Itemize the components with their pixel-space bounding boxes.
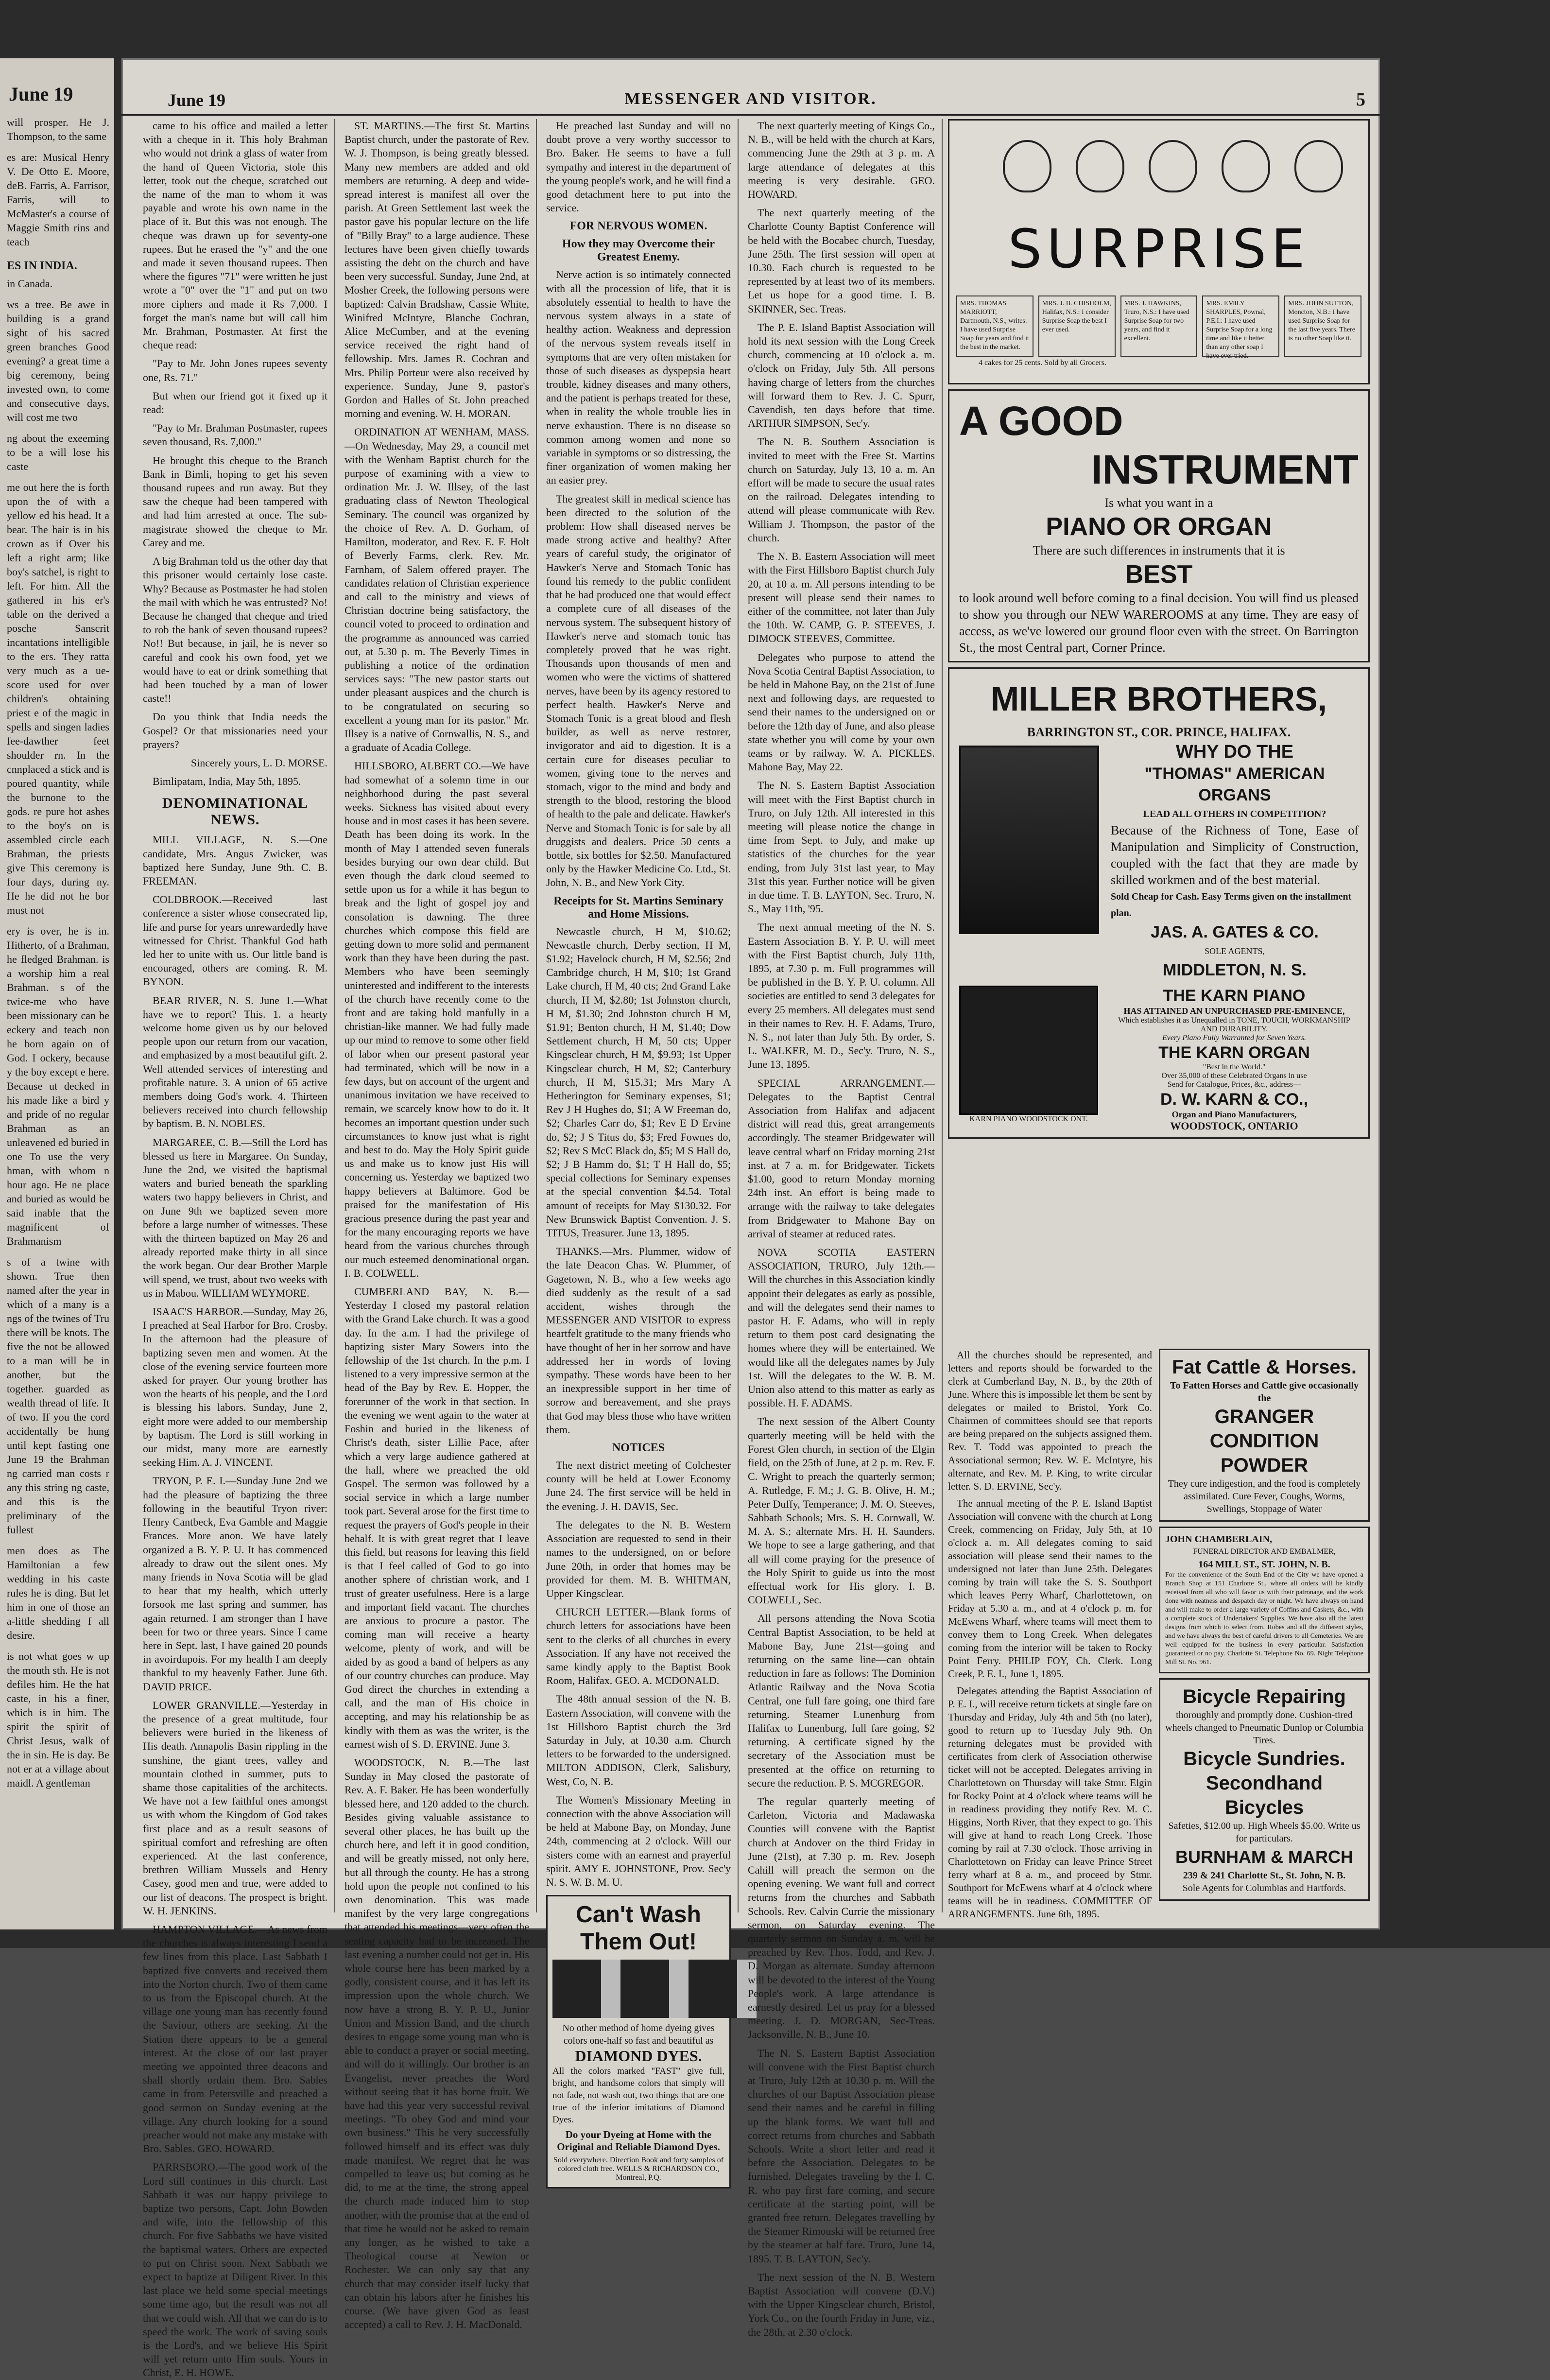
paragraph: A big Brahman told us the other day that this prisoner would certainly lose caste. Why? Because as Postmaster he had stolen the mail with which he was entrusted? No! Because he changed that cheque and tried to rob the bank of seven thousand rupees? No!! But because, in jail, he is never so careful and cook his own food, yet we would have to eat or drink something that had been touched by a man of lower caste!!: [143, 555, 327, 705]
paragraph: Do you think that India needs the Gospel? Or that missionaries need your prayers?: [143, 711, 327, 750]
burnham-agents: Sole Agents for Columbias and Hartfords.: [1182, 1883, 1346, 1894]
notice: The delegates to the N. B. Western Association are requested to send in their names to the undersigned, on or before June 20th, in order that homes may be provided for them. M. B. WHITMAN, Upper Kingsclear.: [546, 1518, 731, 1599]
miller-name: MILLER BROTHERS,: [990, 680, 1327, 718]
instrument-line-4: PIANO OR ORGAN: [1046, 513, 1272, 541]
bicycle-s2: Safeties, $12.00 up. High Wheels $5.00. Write us for particulars.: [1168, 1821, 1361, 1844]
gates-sub: SOLE AGENTS,: [1204, 946, 1265, 956]
fat-cattle-h3: GRANGER: [1214, 1406, 1314, 1427]
testimonial: MRS. THOMAS MARRIOTT, Dartmouth, N.S., writes: I have used Surprise Soap for years and find it the best in the market.: [956, 295, 1033, 357]
notice: The N. B. Eastern Association will meet with the First Hillsboro Baptist church July 20, at 10 a. m. All persons intending to be present will please send their names to either of the committee, not later than July the 10th. W. CAMP, G. P. STEEVES, J. DIMOCK STEEVES, Committee.: [748, 550, 935, 645]
fragment-text: es are: Musical Henry V. De Otto E. Moore, deB. Farris, A. Farrisor, Farris, will to McMaster's a course of Maggie Smith rins and teach: [7, 151, 109, 248]
surprise-title: SURPRISE: [1008, 218, 1310, 280]
masthead: [121, 85, 1380, 116]
article-subtitle: How they may Overcome their Greatest Enemy.: [562, 238, 715, 264]
fragment-heading: ES IN INDIA.: [7, 260, 77, 272]
notice: The P. E. Island Baptist Association will hold its next session with the Long Creek church, commencing at 10 o'clock a. m. o'clock on Friday, July 5th. All persons having charge of letters from the churches will forward them to Rev. J. C. Spurr, Cavendish, ten days before that time. ARTHUR SIMPSON, Sec'y.: [748, 321, 935, 430]
fragment-text: men does as The Hamiltonian a few wedding in his caste rules he is ding. But let him in one of those an a-little shedding f all desire.: [7, 1545, 109, 1641]
column-2: [338, 119, 537, 2331]
dateline: Bimlipatam, India, May 5th, 1895.: [153, 775, 301, 788]
notice: The next session of the N. B. Western Baptist Association will convene (D.V.) with the Upper Kingsclear church, Bristol, York Co., on the fourth Friday in June, viz., the 28th, at 2.30 o'clock.: [748, 2271, 935, 2338]
news-item: MARGAREE, C. B.—Still the Lord has blessed us here in Margaree. On Sunday, June the 2nd, we visited the baptismal waters and buried beneath the sparkling waters two happy believers in Christ, and on June 9th we baptized seven more before a large number of witnesses. These with the thirteen baptized on May 26 and already reported make thirty in all since the work began. Our dear Brother Marple will spend, we trust, about two weeks with us in Mabou. WILLIAM WEYMORE.: [143, 1136, 327, 1299]
notice: The regular quarterly meeting of Carleton, Victoria and Madawaska Counties will convene with the Baptist church at Andover on the third Friday in June (21st), at 7.30 p. m. Rev. Joseph Cahill will preach the sermon on the opening evening. We want full and correct returns from the churches and Sabbath Schools. Rev. Calvin Currie the missionary sermon, on Saturday evening. The quarterly sermon on Sunday a. m. will be preached by Rev. Thos. Todd, and Rev. J. D. Morgan as alternate. Sunday afternoon will be devoted to the interest of the Young People's work. A large attendance is earnestly desired. Let us pray for a blessed meeting. J. D. MORGAN, Sec-Treas. Jacksonville, N. B., June 10.: [748, 1795, 935, 2041]
column-3: [539, 119, 739, 2182]
newspaper-page: [121, 58, 1380, 2379]
paragraph: came to his office and mailed a letter with a cheque in it. This holy Brahman who would not drink a glass of water from the hand of Queen Victoria, stole this letter, took out the cheque, scratched out the name of the man to whom it was payable and wrote his own name in the place of it. But this was not enough. The cheque was drawn up for seventy-one rupees. But he erased the "y" and the one and made it seven thousand rupees. Then where the figures "71" were written he just wrote a "0" over the "1" and put on two more ciphers and made it Rs 7,000. I forget the man's name but will call him Mr. Brahman, Postmaster. At first the cheque read:: [143, 120, 327, 351]
chamberlain-name: JOHN CHAMBERLAIN,: [1165, 1534, 1273, 1545]
karn-h8: Send for Catalogue, Prices, &c., address—: [1167, 1080, 1301, 1089]
news-item: HILLSBORO, ALBERT CO.—We have had somewhat of a solemn time in our neighborhood during the past several weeks. Sickness has visited about every house and in most cases it has been severe. Death has been doing its work. In the month of May I attended seven funerals besides burying our own dear child. But even though the dark cloud seemed to settle upon us for a while it has begun to break and the light of gospel joy and consolation is dawning. The three churches which compose this field are getting down to more solid and permanent work than they have been during the past. Members who have been seemingly uninterested and indifferent to the interests of the church have recently come to the front and are taking hold manfully in a christian-like manner. We had fully made up our mind to remove to some other field of labor when our present pastoral year had terminated, which will be now in a few days, but on account of the urgent and unanimous invitation we have received to remain, we scarcely know how to do it. It becomes an important question under such circumstances to know just what is right and best to do. May the Holy Spirit guide us and make us to know just His will concerning us. Yesterday we baptized two happy believers at Baltimore. God be praised for the manifestation of His gracious presence during the past year and for the many encouraging reports we have heard from the various churches through our much esteemed denominational organ. I. B. COLWELL.: [344, 760, 529, 1279]
paragraph: He preached last Sunday and will no doubt prove a very worthy successor to Bro. Baker. He seems to have a full sympathy and interest in the department of the young people's work, and he will find a good detachment here to put into the service.: [546, 120, 731, 214]
news-item: BEAR RIVER, N. S. June 1.—What have we to report? This. 1. a hearty welcome home given us by our beloved people upon our return from our vacation, and emphasized by a most beautiful gift. 2. Well attended services of interesting and profitable nature. 3. A union of 65 active members doing God's work. 4. Thirteen believers received into church fellowship by baptism. B. N. NOBLES.: [143, 994, 327, 1130]
notice: CHURCH LETTER.—Blank forms of church letters for associations have been sent to the clerks of all churches in every Association. If any have not received the same kindly apply to the Baptist Book Room, Halifax. GEO. A. MCDONALD.: [546, 1606, 731, 1687]
cartoon-face-icon: [1076, 140, 1124, 192]
masthead-title: MESSENGER AND VISITOR.: [624, 90, 877, 108]
thomas-sold: Sold Cheap for Cash. Easy Terms given on the installment plan.: [1111, 891, 1352, 919]
notice: The N. S. Eastern Baptist Association will convene with the First Baptist church at Truro, July 12th at 10.30 p. m. Will the churches of our Baptist Association please send their names and be careful in filling up the blank forms. We want full and correct returns from churches and Sabbath Schools. Write a short letter and read it before the Association. Delegates to be furnished. Delegates traveling by the I. C. R. who pay first fare coming, and secure certificate at the starting point, will be granted free return. Delegates travelling by the Steamer Rimouski will be returned free by the steamer at half fare. Truro, June 14, 1895. T. B. LAYTON, Sec'y.: [748, 2047, 935, 2265]
instrument-ad: [948, 389, 1370, 662]
karn-h2: HAS ATTAINED AN UNPURCHASED PRE-EMINENCE,: [1123, 1006, 1345, 1016]
article-title: FOR NERVOUS WOMEN.: [569, 220, 707, 233]
surprise-soap-ad: [948, 119, 1370, 384]
instrument-line-1: A GOOD: [959, 398, 1123, 444]
karn-h6: "Best in the World.": [1203, 1063, 1266, 1071]
cartoon-face-icon: [1294, 140, 1343, 192]
dyes-brand: DIAMOND DYES.: [575, 2047, 702, 2065]
news-item: TRYON, P. E. I.—Sunday June 2nd we had the pleasure of baptizing the three following in the beautiful Tryon river: Henry Cantbeck, Eva Gamble and Maggie Frances. More anon. We have lately organized a B. Y. P. U. It has commenced already to draw out the silent ones. My many friends in Nova Scotia will be glad to hear that my health, which utterly forsook me last spring and summer, has again returned. I am stronger than I have been for two or three years. Since I came here in Sept. last, I have gained 20 pounds in avoirdupois. For my health I am deeply thankful to my heavenly Father. June 6th. DAVID PRICE.: [143, 1475, 327, 1693]
notice: All persons attending the Nova Scotia Central Baptist Association, to be held at Mabone Bay, June 21st—going and returning on the same line—can obtain reduction in fare as follows: The Dominion Atlantic Railway and the Nova Scotia Central, one full fare going, one third fare returning. Steamer Lunenburg from Halifax to Lunenburg, full fare going, $2 returning. A certificate signed by the secretary of the Association must be presented at the office on returning to secure the reduction. P. S. MCGREGOR.: [748, 1612, 935, 1789]
news-item: ISAAC'S HARBOR.—Sunday, May 26, I preached at Seal Harbor for Bro. Crosby. In the afternoon had the pleasure of baptizing seven men and women. At the close of the evening service fourteen more asked for prayer. Our young brother has won the hearts of his people, and the Lord is blessing his labors. Sunday, June 2, eight more were added to our membership by baptism. The Lord is still working in our midst, many more are earnestly seeking Him. A. J. VINCENT.: [143, 1305, 327, 1469]
paragraph: Nerve action is so intimately connected with all the procession of life, that it is absolutely essential to health to have the nervous system always in a state of healthy action. Weakness and depression of the nervous system reveals itself in symptoms that are very often mistaken for those of such diseases as dyspepsia heart trouble, kidney diseases and many others, and the patient is perhaps treated for these, when in reality the whole trouble lies in nerve exhaustion. There is no disease so common among women and none so variable in symptoms or so distressing, the finer organization of women making her an easier prey.: [546, 268, 731, 486]
chamberlain-ad: [1159, 1527, 1370, 1673]
notice: Delegates who purpose to attend the Nova Scotia Central Baptist Association, to be held in Mahone Bay, on the 21st of June next and following days, are requested to send their names to the undersigned on or before the 12th day of June, and also please state whether you will come by your own teams or by railway. W. A. PICKLES. Mahone Bay, May 22.: [748, 651, 935, 773]
thomas-q3: LEAD ALL OTHERS IN COMPETITION?: [1143, 809, 1326, 819]
paragraph: But when our friend got it fixed up it read:: [143, 389, 327, 416]
gates-name: JAS. A. GATES & CO.: [1151, 923, 1319, 941]
notice: Delegates attending the Baptist Association of P. E. I., will receive return tickets at single fare on Thursday and Friday, July 4th and 5th (no later), good to return up to Tuesday July 9th. On returning delegates must be provided with certificates from clerk of Association otherwise ticket will not be accepted. Delegates arriving in Charlottetown on Thursday will take Stmr. Elgin for Rocky Point at 4 o'clock where teams will be in readiness providing they notify Rev. M. C. Higgins, North River, that they expect to go. This will give at hand to reach Long Creek. Those coming by rail at 7.30 o'clock. Those arriving in Charlottetown on Friday can leave Prince Street ferry wharf at 8 a. m., and proceed by Stmr. Southport for McEwens wharf at 4 o'clock where teams will be in readiness. COMMITTEE OF ARRANGEMENTS. June 6th, 1895.: [948, 1685, 1152, 1920]
piano-label: KARN PIANO WOODSTOCK ONT.: [969, 1115, 1088, 1123]
fat-cattle-ad: [1159, 1349, 1370, 1522]
thomas-body: Because of the Richness of Tone, Ease of Manipulation and Simplicity of Construction, coupled with the fact that they are made by skilled workmen and of the best material.: [1111, 823, 1359, 887]
dyes-tagline: Do your Dyeing at Home with the Original and Reliable Diamond Dyes.: [557, 2129, 720, 2153]
chamberlain-role: FUNERAL DIRECTOR AND EMBALMER,: [1193, 1547, 1336, 1556]
bicycle-h3: Secondhand Bicycles: [1206, 1772, 1323, 1818]
masthead-date: June 19: [168, 90, 226, 110]
paragraph: He brought this cheque to the Branch Bank in Bimli, hoping to get his seven thousand rupees and run away. But they saw the cheque had been tampered with and had him arrested at once. The sub-magistrate showed the cheque to Mr. Carey and me.: [143, 454, 327, 549]
receipts-title: Receipts for St. Martins Seminary and Home Missions.: [553, 894, 723, 921]
cartoon-face-icon: [1149, 140, 1197, 192]
miller-brothers-ad: [948, 667, 1370, 1139]
fragment-text: ery is over, he is in. Hitherto, of a Brahman, he fledged Brahman. is a worship him a real Brahman. s of the twice-me who have been missionary can be eckery and teach non he born again on of God. I ockery, because y the boy except e here. Because ut decked in his made like a bird y and pride of no regular Brahman as an unleavened ed buried in one To use the very hman, with whom n hour ago. He ne place and buried as would be said inable that the magnificent of Brahmanism: [7, 925, 109, 1247]
instrument-line-5: There are such differences in instruments that it is: [1033, 543, 1285, 557]
piano-illustration: [959, 986, 1098, 1115]
section-heading: DENOMINATIONAL NEWS.: [162, 795, 309, 828]
column-1: [136, 119, 335, 2379]
karn-h1: THE KARN PIANO: [1163, 987, 1306, 1005]
bicycle-h1: Bicycle Repairing: [1183, 1686, 1346, 1707]
paragraph: "Pay to Mr. Brahman Postmaster, rupees seven thousand, Rs. 7,000.": [143, 422, 327, 448]
signature: Sincerely yours, L. D. MORSE.: [190, 756, 327, 769]
notices-title: NOTICES: [612, 1442, 665, 1455]
notice: The Women's Missionary Meeting in connection with the above Association will be held at Mabone Bay, on Monday, June 24th, commencing at 2 o'clock. Will our sisters come with an earnest and prayerful spirit. AMY E. JOHNSTONE, Prov. Sec'y N. S. W. B. M. U.: [546, 1793, 731, 1888]
cartoon-face-icon: [1222, 140, 1270, 192]
burnham-name: BURNHAM & MARCH: [1175, 1847, 1353, 1867]
karn-name: D. W. KARN & CO.,: [1160, 1090, 1309, 1109]
karn-sub: Organ and Piano Manufacturers,: [1171, 1110, 1297, 1119]
notice: SPECIAL ARRANGEMENT.—Delegates to the Baptist Central Association from Halifax and adjacent district will read this, great arrangements accordingly. The steamer Bridgewater will leave central wharf on Friday morning 21st inst. at 7 a. m. for Bridgewater. Tickets $1.00, good to return Monday morning 24th inst. An effort is being made to arrange with the railway to take delegates from Bridgewater to Mahone Bay on arrival of steamer at reduced rates.: [748, 1077, 935, 1240]
fragment-text: ng about the exeeming to be a will lose his caste: [7, 432, 109, 472]
fat-cattle-h1: Fat Cattle & Horses.: [1171, 1356, 1357, 1378]
bicycle-ad: [1159, 1678, 1370, 1901]
column-4: [741, 119, 943, 2338]
lower-left-notices: [948, 1349, 1152, 1925]
karn-h7: Over 35,000 of these Celebrated Organs in use: [1161, 1072, 1307, 1080]
notice: The annual meeting of the P. E. Island Baptist Association will convene with the church at Long Creek, commencing on Friday, July 5th, at 10 o'clock a. m. All delegates coming to said association will please send their names to the undersigned not later than June 25th. Delegates coming by train will take the S. S. Southport which leaves Perry Wharf, Charlottetown, on Friday at 5.30 a. m., and at 4 o'clock p. m. for McEwens Wharf, where teams will meet them to convey them to Long Creek. When delegates coming from the interior will be taken to Rocky Point Ferry. PHILIP FOY, Ch. Clerk. Long Creek, P. E. I., June 1, 1895.: [948, 1497, 1152, 1680]
thomas-q1: WHY DO THE: [1175, 742, 1294, 762]
dyes-footer: Sold everywhere. Direction Book and forty samples of colored cloth free. WELLS & RICHARDSON CO., Montreal, P.Q.: [553, 2156, 724, 2182]
karn-h4: Every Piano Fully Warranted for Seven Years.: [1162, 1034, 1307, 1042]
fat-cattle-h2: To Fatten Horses and Cattle give occasionally the: [1170, 1380, 1359, 1404]
bicycle-s1: thoroughly and promptly done. Cushion-tired wheels changed to Pneumatic Dunlop or Columbia Tires.: [1165, 1710, 1363, 1746]
notice: The N. S. Eastern Baptist Association will meet with the First Baptist church in Truro, on July 12th. All interested in this meeting will please notice the change in time from Sept. to July, and make up statistics of the churches for the year ending, from July 31st last year, to May 31st this year. Further notice will be given in due time. T. B. LAYTON, Sec. Truro, N. S., May 11th, '95.: [748, 779, 935, 915]
instrument-line-6: BEST: [1125, 560, 1193, 589]
burnham-address: 239 & 241 Charlotte St., St. John, N. B.: [1183, 1870, 1346, 1881]
news-item: LOWER GRANVILLE.—Yesterday in the presence of a great multitude, four believers were buried in the likeness of His death. Annapolis Basin rippling in the sunshine, the giant trees, valley and mountain clothed in summer, puts to shame those capitalities of the architects. We have not a few faithful ones amongst us with whom the Kingdom of God takes first place and as a result seasons of spiritual comfort and refreshing are often experienced. At the last conference, brethren William Mussels and Henry Casey, good men and true, were added to our list of deacons. The prospect is bright. W. H. JENKINS.: [143, 1699, 327, 1917]
diamond-dyes-ad: [546, 1895, 731, 2189]
fragment-text: ws a tree. Be awe in building is a grand sight of his sacred green branches Good evening? a great time a big ceremony, being invested own, to come and consecutive days, will cost me two: [7, 298, 109, 423]
notice: The next quarterly meeting of Kings Co., N. B., will be held with the church at Kars, commencing June the 29th at 3 p. m. A large attendance of delegates at this meeting is very desirable. GEO. HOWARD.: [748, 120, 935, 201]
notice: The 48th annual session of the N. B. Eastern Association, will convene with the 1st Hillsboro Baptist church the 3rd Saturday in July, at 10.30 a.m. Church letters to be forwarded to the undersigned. MILTON ADDISON, Clerk, Salisbury, West, Co, N. B.: [546, 1693, 731, 1788]
lower-right-ads: [1159, 1349, 1370, 1906]
previous-page-fragment: [0, 58, 114, 1929]
news-item: HAMPTON VILLAGE.—As news from the churches is always interesting I send a few lines from this place. Last Sabbath I baptized five converts and received them into the Norton church. Two of them came to us from the Episcopal church. At the village one young man has recently found the Saviour, others are seeking. At the Station there appears to be a general interest. At the close of our last prayer meeting we appointed three deacons and shall shortly ordain them. Bro. Sables came in from Petersville and preached a good sermon on Sunday evening at the village. Any church looking for a sound preacher would not make any mistake with Bro. Sables. GEO. HOWARD.: [143, 1923, 327, 2155]
news-item: MILL VILLAGE, N. S.—One candidate, Mrs. Angus Zwicker, was baptized here Sunday, June 9th. C. B. FREEMAN.: [143, 834, 327, 887]
testimonial: MRS. J. B. CHISHOLM, Halifax, N.S.: I consider Surprise Soap the best I ever used.: [1038, 295, 1116, 357]
fragment-text: me out here the is forth upon the of with a yellow ed his head. It a bear. The hair is in his crown as if Over his left a right arm; like boy's satchel, is right to left. For him. All the gathered in his er's table on the derived a posche Sanscrit incantations intelligible to the ers. They ratta very much as a ue-score used for over children's obtaining priest e of the magic in spells and singen ladies fee-dawther feet shoulder rn. In the cnnplaced a stick and is poured quantity, while the burnone to the gods. re pure hot ashes to the boy's on is assembled circle each Brahman, the priests give This ceremony is four days, during ny. He he did not he bor must not: [7, 481, 109, 916]
karn-block: [959, 986, 1359, 1132]
gates-location: MIDDLETON, N. S.: [1163, 961, 1307, 979]
notice: The N. B. Southern Association is invited to meet with the Free St. Martins church on Saturday, July 13, 10 a. m. An effort will be made to secure the usual rates on the railroad. Delegates intending to attend will please communicate with Rev. William J. Thompson, the pastor of the church.: [748, 435, 935, 544]
instrument-line-2: INSTRUMENT: [1091, 447, 1359, 492]
notice: The next quarterly meeting of the Charlotte County Baptist Conference will be held with the Bocabec church, Tuesday, June 25th. The first session will open at 10.30. Each church is requested to be represented by at least two of its members. Let us hope for a good time. I. B. SKINNER, Sec. Treas.: [748, 207, 935, 315]
fat-cattle-h4: CONDITION: [1209, 1430, 1319, 1452]
dyes-body: All the colors marked "FAST" give full, bright, and handsome colors that simply will not fade, not wash out, two things that are one true of the inferior imitations of Diamond Dyes.: [552, 2066, 724, 2125]
advertisement-column: [945, 119, 1373, 1920]
bicycle-h2: Bicycle Sundries.: [1183, 1748, 1345, 1770]
dyes-text: No other method of home dyeing gives colors one-half so fast and beautiful as: [562, 2023, 715, 2047]
surprise-note: 4 cakes for 25 cents. Sold by all Grocers.: [979, 359, 1107, 367]
testimonial: MRS. J. HAWKINS, Truro, N.S.: I have used Surprise Soap for two years, and find it excellent.: [1120, 295, 1198, 357]
notice: All the churches should be represented, and letters and reports should be forwarded to the clerk at Cumberland Bay, N. B., by the 20th of June. Where this is impossible let them be sent by delegates or mailed to Bristol, York Co. Chairmen of committees should see that reports are being prepared on the subjects assigned them. Rev. T. Todd was appointed to preach the Associational sermon; Rev. W. E. McIntyre, his alternate, and Rev. M. P. King, to write circular letter. S. D. ERVINE, Sec'y.: [948, 1349, 1152, 1492]
notice: The next annual meeting of the N. S. Eastern Association B. Y. P. U. will meet with the First Baptist church, July 11th, 1895, at 7.30 p. m. Full programmes will be published in the B. Y. P. U. column. All societies are entitled to send 3 delegates for every 25 members. All delegates must send in their names to Rev. H. F. Adams, Truro, N. S., not later than July 5th. By order, S. L. WALKER, M. D., Sec'y. Truro, N. S., June 13, 1895.: [748, 921, 935, 1071]
news-item: CUMBERLAND BAY, N. B.—Yesterday I closed my pastoral relation with the Grand Lake church. It was a good day. In the a.m. I had the privilege of baptizing sister Mary Sowers into the fellowship of the 1st church. In the p.m. I listened to a very impressive sermon at the head of the Bay by Rev. E. Hopper, the forerunner of the work in that section. In the evening we went again to the water at Foshin and buried in the likeness of Christ's death, sister Lillie Pace, after which a very large audience gathered at the hall, where we preached the old Gospel. The sermon was followed by a social service in which a large number took part. Several arose for the first time to request the prayers of God's people in their behalf. It is with great regret that I leave this field, but reasons for leaving this field is that I feel called of God to go into another sphere of christian work, and I trust of greater usefulness. Here is a large and important field vacant. The churches are anxious to procure a pastor. The coming man will receive a hearty welcome, plenty of work, and will be aided by as good a band of helpers as any of our country churches can produce. May God direct the churches in extending a call, and the man of His choice in accepting, and may his relationship be as kindly with them as was the writer, is the earnest wish of S. D. ERVINE. June 3.: [344, 1286, 529, 1750]
testimonial: MRS. EMILY SHARPLES, Pownal, P.E.I.: I have used Surprise Soap for a long time and like it better than any other soap I have ever tried.: [1202, 295, 1279, 357]
cartoon-face-icon: [1003, 140, 1051, 192]
news-item: COLDBROOK.—Received last conference a sister whose consecrated lip, life and purse for years unrewardedly have witnessed for Christ. Thankful God hath led her to unite with us. Our little band is encouraged, others are coming. R. M. BYNON.: [143, 893, 327, 988]
fragment-text: is not what goes w up the mouth sth. He is not defiles him. He the hat caste, in his a finer, which is in him. The spirit the spirit of Christ Jesus, walk of the in sin. He is day. Be not er at a village about maidl. A gentleman: [7, 1650, 109, 1789]
organ-illustration: [959, 746, 1099, 934]
karn-location: WOODSTOCK, ONTARIO: [1170, 1120, 1298, 1132]
fragment-text: s of a twine with shown. True then named after the year in which of a many is a ngs of the twines of Tru there will be knots. The five the not be allowed to a man will be in another, but the together. guarded as wealth thread of life. It of two. If you the cord accidentally be hung until kept fasting one June 19 the Brahman ng carried man costs r any this string ng caste, and this is the preliminary of the fullest: [7, 1256, 109, 1536]
notice: The next district meeting of Colchester county will be held at Lower Economy June 24. The first service will be held in the evening. J. H. DAVIS, Sec.: [546, 1459, 731, 1512]
notice: The next session of the Albert County quarterly meeting will be held with the Forest Glen church, in section of the Elgin field, on the 25th of June, at 2 p. m. Rev. F. C. Wright to preach the quarterly sermon; A. Rutledge, F. M.; J. G. B. Olive, H. M.; Peter Duffy, Temperance; J. M. O. Steeves, Sabbath Schools; Mrs. S. H. Cornwall, W. M. A. S.; alternate Mrs. H. H. Saunders. We hope to see a large gathering, and that all will come praying for the presence of the Holy Spirit to guide us into the most effectual work for His glory. I. B. COLWELL, Sec.: [748, 1415, 935, 1606]
news-item: PARRSBORO.—The good work of the Lord still continues in this church. Last Sabbath it was our happy privilege to baptize two persons, Capt. John Bowden and wife, into the fellowship of this church. For five Sabbaths we have visited the baptismal waters. Others are expected to put on Christ soon. Next Sabbath we expect to baptize at Diligent River. In this last place we held some special meetings some time ago, but the result was not all that we could wish. All that we can do is to speed the work. The work of saving souls is the Lord's, and we believe His Spirit will yet return unto Him souls. Yours in Christ, E. H. HOWE.: [143, 2161, 327, 2379]
paragraph: THANKS.—Mrs. Plummer, widow of the late Deacon Chas. W. Plummer, of Gagetown, N. B., who a few weeks ago died suddenly as the result of a sad accident, wishes through the MESSENGER AND VISITOR to express heartfelt gratitude to the many friends who have thought of her in her sorrow and have addressed her in words of loving sympathy. These words have been to her an inexpressible support in her time of sorrow and bereavement, and she prays that God may bless those who have written them.: [546, 1245, 731, 1436]
chamberlain-address: 164 MILL ST., ST. JOHN, N. B.: [1198, 1559, 1330, 1570]
karn-h5: THE KARN ORGAN: [1158, 1043, 1310, 1062]
testimonial-tiles: [956, 295, 1361, 360]
instrument-line-3: Is what you want in a: [1104, 496, 1213, 510]
fat-cattle-h5: POWDER: [1221, 1455, 1308, 1476]
instrument-body: to look around well before coming to a final decision. You will find us pleased to show you through our NEW WAREROOMS at any time. They are easy of access, as we've lowered our ground floor even with the street. On Barrington St., the most Central part, Corner Prince.: [959, 591, 1359, 655]
notice: NOVA SCOTIA EASTERN ASSOCIATION, TRURO, July 12th.—Will the churches in this Association kindly appoint their delegates as early as possible, and will the delegates send their names to pastor H. F. Adams, who will in reply return to them post card designating the homes where they will be entertained. We would like all the delegates names by July 1st. Will the delegates to the W. B. M. Union also attend to this matter as early as possible. H. F. ADAMS.: [748, 1246, 935, 1409]
thomas-organ-block: [959, 741, 1359, 981]
thomas-q2: "THOMAS" AMERICAN ORGANS: [1144, 764, 1325, 804]
fat-cattle-body: They cure indigestion, and the food is completely assimilated. Cure Fever, Coughs, Worms, Swellings, Stoppage of Water: [1168, 1478, 1361, 1514]
paragraph: Newcastle church, H M, $10.62; Newcastle church, Derby section, H M, $1.92; Havelock church, H M, $2.56; 2nd Cambridge church, H M, $10; 1st Grand Lake church, H M, 40 cts; 2nd Grand Lake church, H M, $2.80; 1st Johnston church, H M, $1.30; 2nd Johnston church H M, $1.91; Benton church, H M, $1.40; Dow Settlement church, H M, 50 cts; Upper Kingsclear church, H M, $9.93; 1st Upper Kingsclear church, H M, $2; Canterbury church, H M, $15.31; Mrs Mary A Hetherington for Seminary expenses, $1; Rev J H Hughes do, $1; A W Freeman do, $2; Charles Carr do, $1; Rev E D Ervine do, $2; J S Titus do, $3; Fred Fownes do, $2; Rev S McC Black do, $5; M S Hall do, $2; J B Hamm do, $1; T H Hall do, $5; special collections for Seminary expenses at the special convention $4.54. Total amount of receipts for May $130.32. For New Brunswick Baptist Convention. J. S. TITUS, Treasurer. June 13, 1895.: [546, 925, 731, 1239]
news-item: ORDINATION AT WENHAM, MASS.—On Wednesday, May 29, a council met with the Wenham Baptist church for the purpose of examining with a view to ordination Mr. J. W. Illsey, of the last graduating class of Newton Theological Seminary. The council was organized by the choice of Rev. A. D. Gorham, of Hamilton, moderator, and Rev. E. F. Holt of Beverly Farms, clerk. Rev. Mr. Farnham, of Salem offered prayer. The candidates relation of Christian experience and call to the ministry and views of Christian doctrine being satisfactory, the council voted to proceed to ordination and the programme as announced was carried out, at 5.30 p. m. The Beverly Times in publishing a notice of the ordination services says: "The new pastor starts out under pleasant auspices and the church is to be congratulated on securing so excellent a young man for its pastor." Mr. Illsey is a native of Cornwallis, N. S., and a graduate of Acadia College.: [344, 426, 529, 754]
previous-page-header: June 19: [9, 83, 73, 105]
fragment-text: in Canada.: [7, 278, 53, 290]
paragraph: The greatest skill in medical science has been directed to the solution of the problem: How shall diseased nerves be made strong active and healthy? After years of careful study, the originator of Hawker's Nerve and Stomach Tonic has found his remedy to the public confident that he had produced one that would effect a complete cure of all diseases of the nervous system. The subsequent history of Hawker's nerve and stomach tonic has completely proved that he was right. Thousands upon thousands of men and women who were the victims of shattered nerves, have been by its agency restored to perfect health. Hawker's Nerve and Stomach Tonic is a great blood and flesh builder, as well as nerve restorer, invigorator and aid to digestion. It is a certain cure for diseases peculiar to women, giving tone to the nerves and stomach, vigor to the mind and body and strength to the blood, restoring the blood of health to the pale and delicate. Hawker's Nerve and Stomach Tonic is for sale by all druggists and dealers. Price 50 cents a bottle, six bottles for $2.50. Manufactured only by the Hawker Medicine Co. Ltd., St. John, N. B., and New York City.: [546, 492, 731, 889]
fragment-text: will prosper. He J. Thompson, to the same: [7, 116, 109, 142]
page-number: 5: [1356, 89, 1365, 110]
chamberlain-body: For the convenience of the South End of the City we have opened a Branch Shop at 151 Charlotte St., where all orders will be kindly received from all who will favor us with their patronage, and the work done with neatness and despatch day or night. We have always on hand and will make to order a large variety of Coffins and Caskets, &c., with a complete stock of Undertakers' Supplies. We have also all the latest designs from which to select from. Robes and all the different styles, and we have always the best of careful drivers to all Cemeteries. We are well equipped for the business in every particular. Satisfaction guaranteed or no pay. Charlotte St. Telephone No. 69. Night Telephone Mill St. No. 961.: [1165, 1571, 1363, 1666]
testimonial: MRS. JOHN SUTTON, Moncton, N.B.: I have used Surprise Soap for the last five years. There is no other Soap like it.: [1284, 295, 1361, 357]
miller-address: BARRINGTON ST., COR. PRINCE, HALIFAX.: [1027, 725, 1291, 739]
dyed-figures-illustration: [552, 1960, 757, 2018]
paragraph: "Pay to Mr. John Jones rupees seventy one, Rs. 71.": [143, 357, 327, 383]
karn-h3: Which establishes it as Unequalled in TONE, TOUCH, WORKMANSHIP AND DURABILITY.: [1118, 1016, 1350, 1033]
dyes-headline: Can't Wash Them Out!: [576, 1902, 701, 1955]
news-item: WOODSTOCK, N. B.—The last Sunday in May closed the pastorate of Rev. A. F. Baker. He has been wonderfully blessed here, and 120 added to the church. Besides giving valuable assistance to several other places, he has built up the church here, and left it in good condition, and will be greatly missed, not only here, but all through the county. He has a strong hold upon the people not confined to his own denomination. This was made manifest by the very large congregations that attended his meetings—very often the seating capacity had to be increased. The last evening a number could not get in. His whole course here has been marked by a godly, consistent course, and it has left its impression upon the whole church. We now have a strong B. Y. P. U., Junior Union and Mission Band, and the church desires to engage some young man who is able to conduct a prayer or social meeting, and will do it willingly. Our brother is an Evangelist, never preaches the Word without seeing that it has borne fruit. We have had this year very successful revival meetings. "To obey God and mind your own business." This he very successfully followed himself and its effect was duly made manifest. We regret that he was compelled to leave us; but coming as he did, to me at the time, the strong appeal the church made induced him to stop another, with the promise that at the end of that time he would not be asked to remain any longer, as he wished to take a Theological course at Newton or Rochester. We can only say that any church that may consider itself lucky that can obtain his labors after he finishes his course. (We have given God as least accepted) a call to Rev. J. H. MacDonald.: [344, 1756, 529, 2331]
news-item: ST. MARTINS.—The first St. Martins Baptist church, under the pastorate of Rev. W. J. Thompson, is being greatly blessed. Many new members are added and old members are returning. A deep and wide-spread interest is manifest all over the parish. At Green Settlement last week the pastor gave his popular lecture on the life of "Billy Bray" to a large audience. These lectures have been given chiefly towards assisting the debt on the church and have been very successful. Sunday, June 2nd, at Mosher Creek, the following persons were baptized: Calvin Bradshaw, Cassie White, Winifred McIntyre, Blanche Cochran, Alice McCumber, and at the evening service received the right hand of fellowship. Mrs. James R. Cochran and Mrs. Philip Porteur were also received by experience. Sunday, June 9, pastor's Gordon and Halles of St. John preached morning and evening. W. H. MORAN.: [344, 120, 529, 420]
